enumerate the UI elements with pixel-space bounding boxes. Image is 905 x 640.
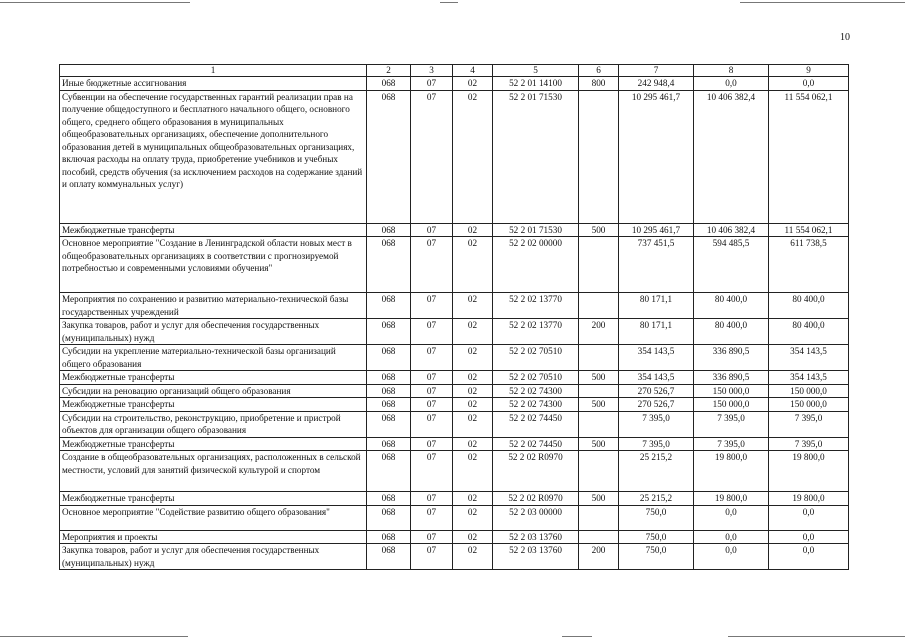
amount-year-2-cell: 150 000,0 bbox=[694, 384, 769, 398]
target-article-cell: 52 2 02 74300 bbox=[493, 384, 579, 398]
page-number: 10 bbox=[840, 32, 850, 43]
amount-year-2-cell: 594 485,5 bbox=[694, 237, 769, 293]
subsection-code-cell: 02 bbox=[453, 437, 493, 451]
amount-year-2-cell: 7 395,0 bbox=[694, 411, 769, 437]
row-name-cell: Мероприятия и проекты bbox=[60, 530, 367, 544]
target-article-cell: 52 2 03 13760 bbox=[493, 530, 579, 544]
amount-year-1-cell: 80 171,1 bbox=[619, 293, 694, 319]
scan-edge-bottom-right bbox=[728, 636, 905, 637]
amount-year-2-cell: 19 800,0 bbox=[694, 492, 769, 506]
subsection-code-cell: 02 bbox=[453, 530, 493, 544]
row-name-cell: Субсидии на реновацию организаций общего образования bbox=[60, 384, 367, 398]
amount-year-1-cell: 25 215,2 bbox=[619, 492, 694, 506]
expense-type-cell bbox=[579, 345, 619, 371]
amount-year-2-cell: 0,0 bbox=[694, 77, 769, 91]
subsection-code-cell: 02 bbox=[453, 398, 493, 412]
ministry-code-cell: 068 bbox=[367, 293, 411, 319]
section-code-cell: 07 bbox=[411, 90, 453, 223]
table-row bbox=[60, 411, 849, 437]
amount-year-1-cell: 750,0 bbox=[619, 505, 694, 530]
subsection-code-cell: 02 bbox=[453, 237, 493, 293]
subsection-code-cell: 02 bbox=[453, 345, 493, 371]
expense-type-cell bbox=[579, 411, 619, 437]
section-code-cell: 07 bbox=[411, 530, 453, 544]
table-row bbox=[60, 492, 849, 506]
amount-year-2-cell: 19 800,0 bbox=[694, 451, 769, 492]
amount-year-1-cell: 750,0 bbox=[619, 530, 694, 544]
amount-year-2-cell: 10 406 382,4 bbox=[694, 90, 769, 223]
amount-year-2-cell: 80 400,0 bbox=[694, 319, 769, 345]
table-row bbox=[60, 451, 849, 492]
row-name-cell: Закупка товаров, работ и услуг для обеспечения государственных (муниципальных) нужд bbox=[60, 544, 367, 570]
table-row bbox=[60, 223, 849, 237]
expense-type-cell: 500 bbox=[579, 437, 619, 451]
scan-edge-top-right bbox=[740, 2, 905, 3]
ministry-code-cell: 068 bbox=[367, 530, 411, 544]
section-code-cell: 07 bbox=[411, 492, 453, 506]
amount-year-3-cell: 11 554 062,1 bbox=[769, 223, 849, 237]
amount-year-3-cell: 0,0 bbox=[769, 530, 849, 544]
amount-year-2-cell: 0,0 bbox=[694, 544, 769, 570]
row-name-cell: Межбюджетные трансферты bbox=[60, 437, 367, 451]
expense-type-cell bbox=[579, 451, 619, 492]
table-row bbox=[60, 437, 849, 451]
ministry-code-cell: 068 bbox=[367, 237, 411, 293]
subsection-code-cell: 02 bbox=[453, 451, 493, 492]
table-row bbox=[60, 77, 849, 91]
row-name-cell: Межбюджетные трансферты bbox=[60, 223, 367, 237]
amount-year-3-cell: 150 000,0 bbox=[769, 398, 849, 412]
section-code-cell: 07 bbox=[411, 411, 453, 437]
expense-type-cell bbox=[579, 237, 619, 293]
table-row bbox=[60, 293, 849, 319]
row-name-cell: Межбюджетные трансферты bbox=[60, 492, 367, 506]
section-code-cell: 07 bbox=[411, 371, 453, 385]
target-article-cell: 52 2 02 70510 bbox=[493, 371, 579, 385]
amount-year-3-cell: 80 400,0 bbox=[769, 319, 849, 345]
column-number-1: 1 bbox=[60, 65, 367, 77]
expense-type-cell bbox=[579, 90, 619, 223]
row-name-cell: Межбюджетные трансферты bbox=[60, 398, 367, 412]
target-article-cell: 52 2 01 71530 bbox=[493, 90, 579, 223]
table-row bbox=[60, 319, 849, 345]
table-row bbox=[60, 371, 849, 385]
subsection-code-cell: 02 bbox=[453, 384, 493, 398]
subsection-code-cell: 02 bbox=[453, 293, 493, 319]
ministry-code-cell: 068 bbox=[367, 398, 411, 412]
target-article-cell: 52 2 03 13760 bbox=[493, 544, 579, 570]
row-name-cell: Основное мероприятие "Создание в Ленинградской области новых мест в общеобразовательных организациях в соответствии с прогнозируемой потребностью и современными условиями обучения" bbox=[60, 237, 367, 293]
subsection-code-cell: 02 bbox=[453, 544, 493, 570]
amount-year-3-cell: 7 395,0 bbox=[769, 437, 849, 451]
column-number-5: 5 bbox=[493, 65, 579, 77]
subsection-code-cell: 02 bbox=[453, 319, 493, 345]
ministry-code-cell: 068 bbox=[367, 451, 411, 492]
row-name-cell: Субсидии на строительство, реконструкцию, приобретение и пристрой объектов для организации общего образования bbox=[60, 411, 367, 437]
scan-edge-bottom-left bbox=[0, 636, 188, 637]
section-code-cell: 07 bbox=[411, 544, 453, 570]
section-code-cell: 07 bbox=[411, 237, 453, 293]
ministry-code-cell: 068 bbox=[367, 411, 411, 437]
amount-year-3-cell: 354 143,5 bbox=[769, 345, 849, 371]
amount-year-3-cell: 611 738,5 bbox=[769, 237, 849, 293]
expense-type-cell: 800 bbox=[579, 77, 619, 91]
row-name-cell: Мероприятия по сохранению и развитию материально-технической базы государственных учреждений bbox=[60, 293, 367, 319]
subsection-code-cell: 02 bbox=[453, 505, 493, 530]
amount-year-1-cell: 10 295 461,7 bbox=[619, 223, 694, 237]
amount-year-2-cell: 336 890,5 bbox=[694, 371, 769, 385]
scan-edge-bottom-mid bbox=[562, 636, 592, 637]
amount-year-3-cell: 0,0 bbox=[769, 544, 849, 570]
ministry-code-cell: 068 bbox=[367, 371, 411, 385]
amount-year-3-cell: 19 800,0 bbox=[769, 451, 849, 492]
amount-year-1-cell: 242 948,4 bbox=[619, 77, 694, 91]
target-article-cell: 52 2 02 74300 bbox=[493, 398, 579, 412]
amount-year-2-cell: 10 406 382,4 bbox=[694, 223, 769, 237]
amount-year-3-cell: 19 800,0 bbox=[769, 492, 849, 506]
expense-type-cell: 500 bbox=[579, 223, 619, 237]
table-row bbox=[60, 345, 849, 371]
target-article-cell: 52 2 02 70510 bbox=[493, 345, 579, 371]
target-article-cell: 52 2 02 74450 bbox=[493, 411, 579, 437]
section-code-cell: 07 bbox=[411, 437, 453, 451]
section-code-cell: 07 bbox=[411, 319, 453, 345]
ministry-code-cell: 068 bbox=[367, 77, 411, 91]
amount-year-3-cell: 150 000,0 bbox=[769, 384, 849, 398]
column-number-header-row bbox=[60, 65, 849, 77]
expense-type-cell: 200 bbox=[579, 319, 619, 345]
target-article-cell: 52 2 01 71530 bbox=[493, 223, 579, 237]
expense-type-cell bbox=[579, 505, 619, 530]
column-number-9: 9 bbox=[769, 65, 849, 77]
ministry-code-cell: 068 bbox=[367, 90, 411, 223]
table-row bbox=[60, 544, 849, 570]
subsection-code-cell: 02 bbox=[453, 77, 493, 91]
section-code-cell: 07 bbox=[411, 451, 453, 492]
amount-year-2-cell: 336 890,5 bbox=[694, 345, 769, 371]
table-row bbox=[60, 398, 849, 412]
column-number-6: 6 bbox=[579, 65, 619, 77]
target-article-cell: 52 2 02 13770 bbox=[493, 293, 579, 319]
amount-year-1-cell: 270 526,7 bbox=[619, 398, 694, 412]
scan-edge-top-mid bbox=[440, 2, 458, 3]
amount-year-3-cell: 11 554 062,1 bbox=[769, 90, 849, 223]
subsection-code-cell: 02 bbox=[453, 90, 493, 223]
subsection-code-cell: 02 bbox=[453, 492, 493, 506]
target-article-cell: 52 2 01 14100 bbox=[493, 77, 579, 91]
amount-year-1-cell: 10 295 461,7 bbox=[619, 90, 694, 223]
section-code-cell: 07 bbox=[411, 384, 453, 398]
amount-year-1-cell: 25 215,2 bbox=[619, 451, 694, 492]
table-row bbox=[60, 237, 849, 293]
row-name-cell: Создание в общеобразовательных организациях, расположенных в сельской местности, условий для занятий физической культурой и спортом bbox=[60, 451, 367, 492]
amount-year-1-cell: 80 171,1 bbox=[619, 319, 694, 345]
target-article-cell: 52 2 02 13770 bbox=[493, 319, 579, 345]
ministry-code-cell: 068 bbox=[367, 544, 411, 570]
row-name-cell: Субсидии на укрепление материально-технической базы организаций общего образования bbox=[60, 345, 367, 371]
ministry-code-cell: 068 bbox=[367, 319, 411, 345]
section-code-cell: 07 bbox=[411, 77, 453, 91]
expense-type-cell bbox=[579, 384, 619, 398]
target-article-cell: 52 2 02 R0970 bbox=[493, 451, 579, 492]
section-code-cell: 07 bbox=[411, 293, 453, 319]
expense-type-cell: 500 bbox=[579, 398, 619, 412]
subsection-code-cell: 02 bbox=[453, 371, 493, 385]
amount-year-3-cell: 80 400,0 bbox=[769, 293, 849, 319]
scan-edge-top-left bbox=[0, 2, 190, 3]
amount-year-1-cell: 750,0 bbox=[619, 544, 694, 570]
section-code-cell: 07 bbox=[411, 223, 453, 237]
table-row bbox=[60, 90, 849, 223]
amount-year-1-cell: 737 451,5 bbox=[619, 237, 694, 293]
column-number-7: 7 bbox=[619, 65, 694, 77]
column-number-3: 3 bbox=[411, 65, 453, 77]
row-name-cell: Иные бюджетные ассигнования bbox=[60, 77, 367, 91]
amount-year-2-cell: 7 395,0 bbox=[694, 437, 769, 451]
column-number-2: 2 bbox=[367, 65, 411, 77]
amount-year-2-cell: 80 400,0 bbox=[694, 293, 769, 319]
table-row bbox=[60, 505, 849, 530]
amount-year-1-cell: 7 395,0 bbox=[619, 437, 694, 451]
table-row bbox=[60, 530, 849, 544]
column-number-8: 8 bbox=[694, 65, 769, 77]
subsection-code-cell: 02 bbox=[453, 411, 493, 437]
ministry-code-cell: 068 bbox=[367, 345, 411, 371]
subsection-code-cell: 02 bbox=[453, 223, 493, 237]
expense-type-cell: 200 bbox=[579, 544, 619, 570]
amount-year-2-cell: 0,0 bbox=[694, 530, 769, 544]
ministry-code-cell: 068 bbox=[367, 505, 411, 530]
amount-year-2-cell: 150 000,0 bbox=[694, 398, 769, 412]
expense-type-cell: 500 bbox=[579, 492, 619, 506]
amount-year-3-cell: 0,0 bbox=[769, 77, 849, 91]
amount-year-2-cell: 0,0 bbox=[694, 505, 769, 530]
row-name-cell: Субвенции на обеспечение государственных гарантий реализации прав на получение общедоступного и бесплатного начального общего, основного общего, среднего общего образования в муниципальных общеобразовательных организациях, обеспечение дополнительного образования детей в муниципальных общеобразовательных организациях, включая расходы на оплату труда, приобретение учебников и учебных пособий, средств обучения (за исключением расходов на содержание зданий и оплату коммунальных услуг) bbox=[60, 90, 367, 223]
target-article-cell: 52 2 03 00000 bbox=[493, 505, 579, 530]
expense-type-cell: 500 bbox=[579, 371, 619, 385]
section-code-cell: 07 bbox=[411, 398, 453, 412]
amount-year-1-cell: 7 395,0 bbox=[619, 411, 694, 437]
target-article-cell: 52 2 02 R0970 bbox=[493, 492, 579, 506]
ministry-code-cell: 068 bbox=[367, 384, 411, 398]
column-number-4: 4 bbox=[453, 65, 493, 77]
target-article-cell: 52 2 02 74450 bbox=[493, 437, 579, 451]
amount-year-3-cell: 0,0 bbox=[769, 505, 849, 530]
section-code-cell: 07 bbox=[411, 345, 453, 371]
ministry-code-cell: 068 bbox=[367, 492, 411, 506]
row-name-cell: Межбюджетные трансферты bbox=[60, 371, 367, 385]
table-row bbox=[60, 384, 849, 398]
budget-table bbox=[59, 64, 849, 570]
amount-year-3-cell: 354 143,5 bbox=[769, 371, 849, 385]
target-article-cell: 52 2 02 00000 bbox=[493, 237, 579, 293]
row-name-cell: Закупка товаров, работ и услуг для обеспечения государственных (муниципальных) нужд bbox=[60, 319, 367, 345]
amount-year-1-cell: 354 143,5 bbox=[619, 345, 694, 371]
expense-type-cell bbox=[579, 530, 619, 544]
expense-type-cell bbox=[579, 293, 619, 319]
amount-year-3-cell: 7 395,0 bbox=[769, 411, 849, 437]
row-name-cell: Основное мероприятие "Содействие развитию общего образования" bbox=[60, 505, 367, 530]
section-code-cell: 07 bbox=[411, 505, 453, 530]
amount-year-1-cell: 270 526,7 bbox=[619, 384, 694, 398]
ministry-code-cell: 068 bbox=[367, 223, 411, 237]
ministry-code-cell: 068 bbox=[367, 437, 411, 451]
amount-year-1-cell: 354 143,5 bbox=[619, 371, 694, 385]
